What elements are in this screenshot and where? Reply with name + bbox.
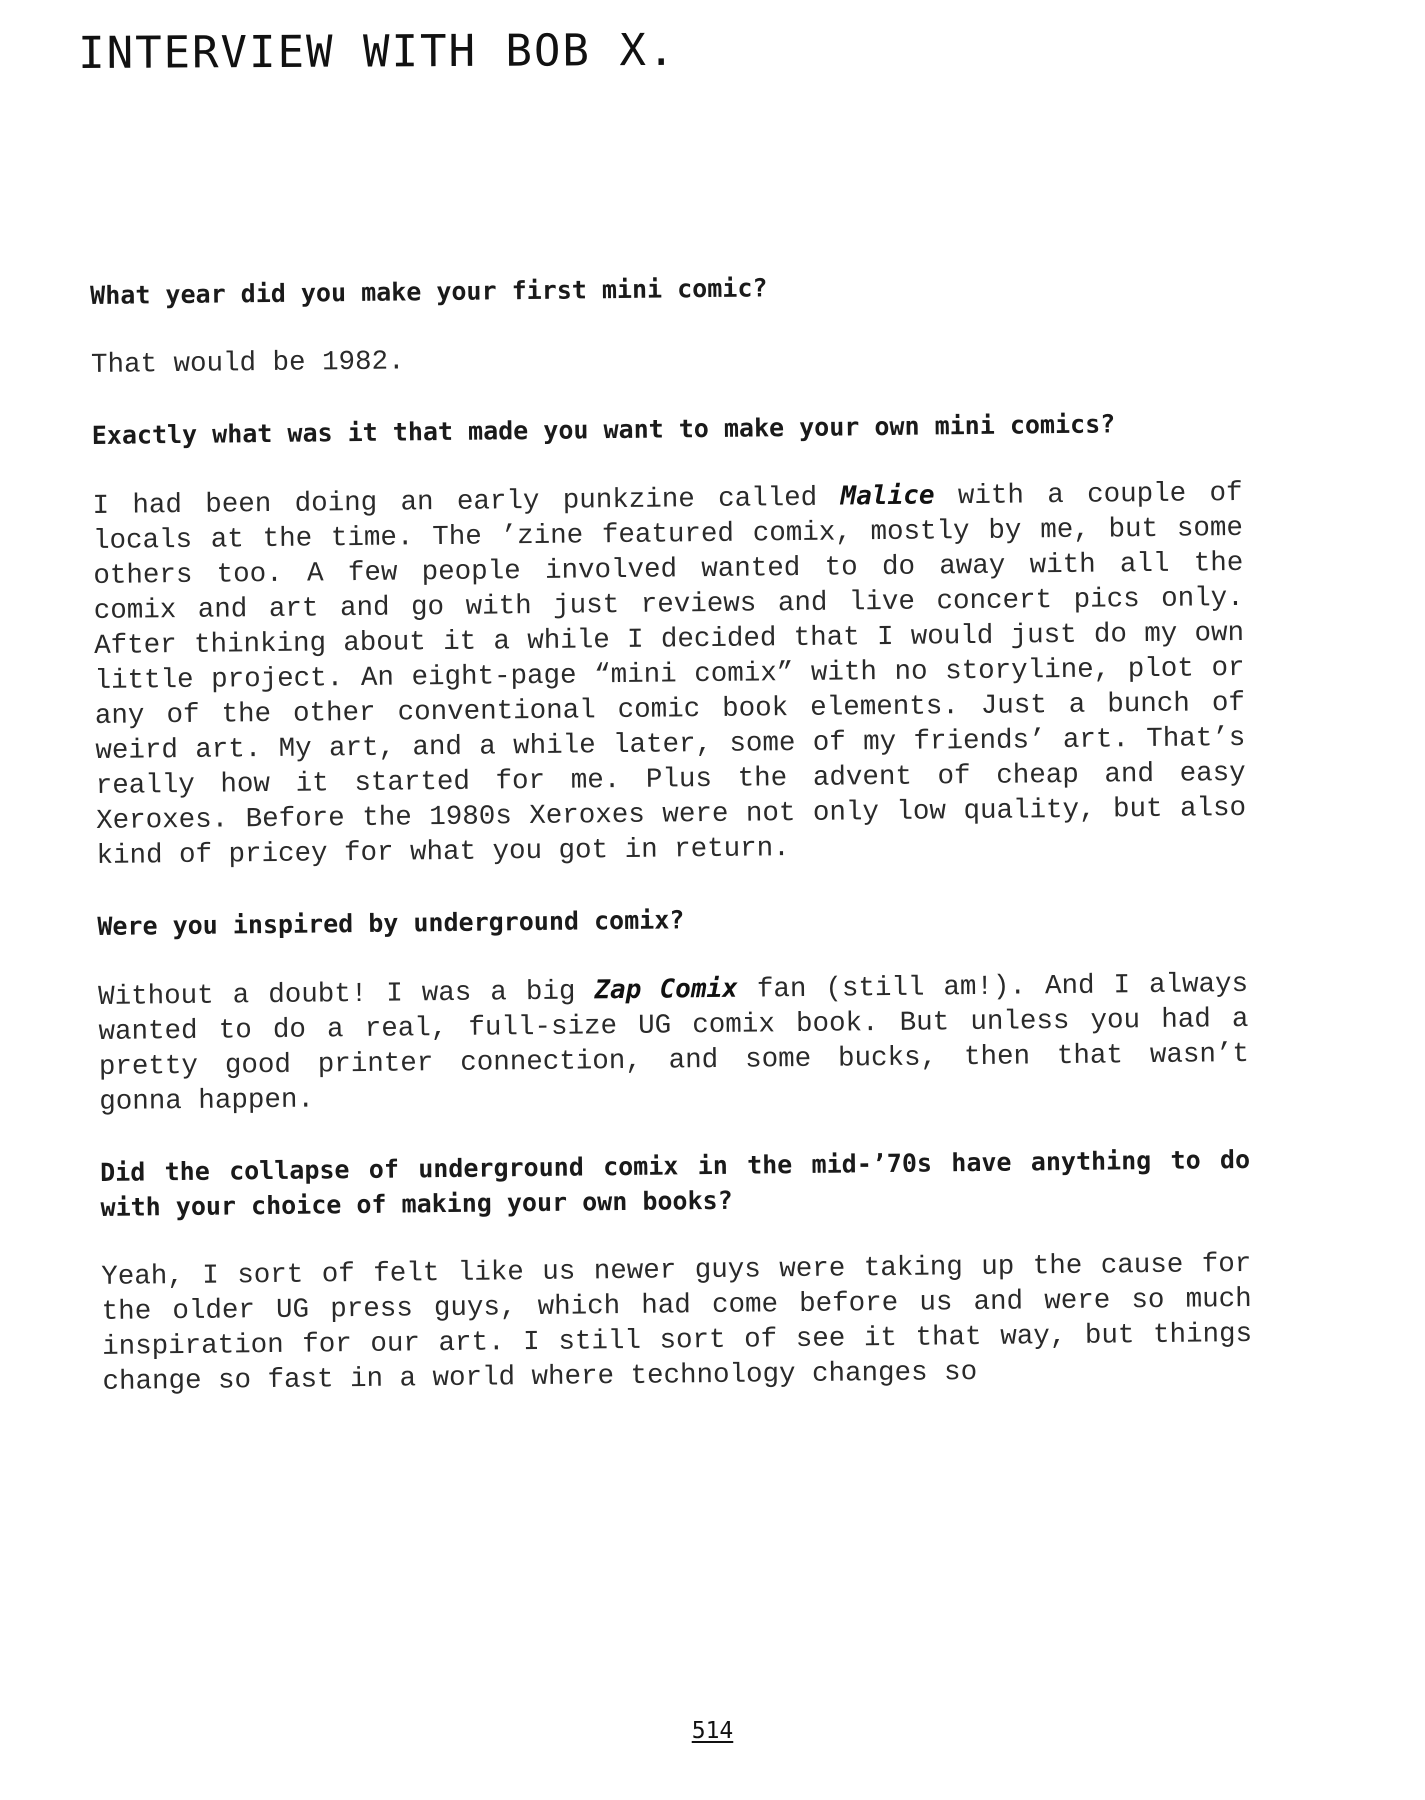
answer-4-text: Yeah, I sort of felt like us newer guys were taking up the cause for the older UG press guys, which had come before us and were so much inspiration for our art. I still sort of see it that way, but things change so fast in a world where technology changes so <box>101 1248 1253 1398</box>
answer-3-text-start: Without a doubt! I was a big <box>97 976 595 1013</box>
answer-3-text-end: fan (still am!). And I always wanted to do a real, full-size UG comix book. But unless you had a pretty good printer connection, and some bucks, then that wasn’t gonna happen. <box>98 968 1250 1118</box>
page-number-text: 514 <box>691 1718 734 1744</box>
answer-2-text-start: I had been doing an early punkzine called <box>92 482 841 522</box>
interview-body <box>90 265 1253 1435</box>
question-2: Exactly what was it that made you want to make your own mini comics? <box>91 409 1116 450</box>
zine-title-malice: Malice <box>840 480 935 512</box>
comic-title-zap-comix: Zap Comix <box>594 973 738 1006</box>
question-4: Did the collapse of underground comix in the mid-’70s have anything to do with your choice of making your own books? <box>99 1144 1251 1222</box>
answer-1 <box>91 335 1241 383</box>
question-3: Were you inspired by underground comix? <box>97 905 685 941</box>
question-1: What year did you make your first mini comic? <box>90 273 768 310</box>
answer-3 <box>98 966 1250 1120</box>
answer-2-text-end: with a couple of locals at the time. The ’zine featured comix, mostly by me, but some others too. A few people involved wanted to do away with all the comix and art and go with just reviews and live concert pics only. After thinking about it a while I decided that I would just do my own little project. An eight-page “mini comix” with no storyline, plot or any of the other conventional comic book elements. Just a bunch of weird art. My art, and a while later, some of my friends’ art. That’s really how it started for me. Plus the advent of cheap and easy Xeroxes. Before the 1980s Xeroxes were not only low quality, but also kind of pricey for what you got in return. <box>92 477 1247 872</box>
page-number <box>0 1718 1425 1744</box>
answer-1-text: That would be 1982. <box>90 346 405 381</box>
page-title: INTERVIEW WITH BOB X. <box>78 24 677 79</box>
answer-4 <box>101 1247 1253 1400</box>
answer-2 <box>92 475 1246 874</box>
